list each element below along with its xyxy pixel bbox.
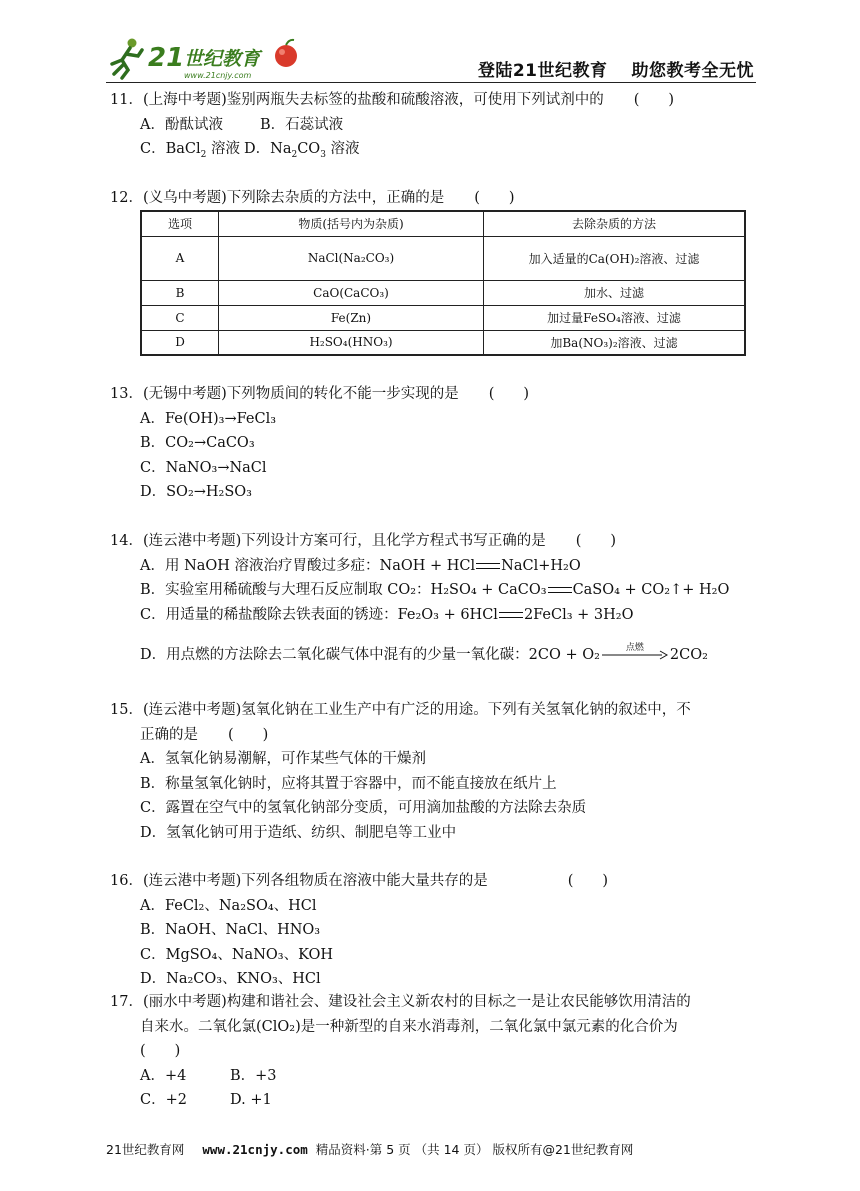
table-row: [141, 305, 745, 330]
row-substance: NaCl(Na₂CO₃): [219, 236, 484, 280]
q13-option-d: D．SO₂→H₂SO₃: [140, 484, 252, 500]
q11-answer-blank: ( ): [633, 92, 675, 108]
row-method: 加水、过滤: [484, 280, 746, 305]
page-footer: [106, 1140, 756, 1158]
question-17: [110, 990, 762, 1113]
q13-option-a: A．Fe(OH)₃→FeCl₃: [140, 410, 277, 427]
row-option: B: [141, 280, 219, 305]
equals-sign-icon: [548, 587, 572, 593]
q13-option-c: C．NaNO₃→NaCl: [140, 459, 267, 476]
q16-option-d: D．Na₂CO₃、KNO₃、HCl: [140, 971, 321, 987]
reaction-arrow-icon: 点燃: [602, 649, 668, 661]
q15-option-b: B．称量氢氧化钠时，应将其置于容器中，而不能直接放在纸片上: [140, 775, 557, 792]
q16-option-a: A．FeCl₂、Na₂SO₄、HCl: [140, 897, 317, 914]
row-method: 加入适量的Ca(OH)₂溶液、过滤: [484, 236, 746, 280]
q11-option-d: D．$Na_2CO_3$ 溶液: [244, 141, 360, 160]
footer-url-link[interactable]: www.21cnjy.com: [202, 1142, 308, 1157]
site-logo[interactable]: [106, 34, 316, 82]
equals-sign-icon: [476, 563, 500, 569]
svg-text:21: 21: [148, 43, 185, 73]
page-header: [106, 34, 756, 82]
row-substance: H₂SO₄(HNO₃): [219, 330, 484, 355]
q13-option-b: B．CO₂→CaCO₃: [140, 435, 255, 451]
q17-stem-line2: 自来水。二氧化氯(ClO₂)是一种新型的自来水消毒剂，二氧化氯中氯元素的化合价为: [140, 1018, 678, 1035]
runner-icon: [112, 39, 142, 79]
q11-option-c: C．BaCl$_2$ 溶液: [140, 141, 240, 160]
q14-option-c: C．用适量的稀盐酸除去铁表面的锈迹：Fe₂O₃ + 6HCl 2FeCl₃ + 3H₂O: [140, 606, 634, 623]
table-header-row: [141, 211, 745, 236]
th-substance: 物质(括号内为杂质): [219, 211, 484, 236]
question-12: [110, 186, 762, 211]
q11-option-a: A．酚酞试液: [140, 116, 223, 133]
slogan-help: 助您教考全无忧: [631, 61, 754, 81]
question-16: [110, 869, 762, 992]
q15-stem-line2: 正确的是: [140, 726, 198, 743]
row-method: 加Ba(NO₃)₂溶液、过滤: [484, 330, 746, 355]
th-option: 选项: [141, 211, 219, 236]
row-substance: Fe(Zn): [219, 305, 484, 330]
q15-option-c: C．露置在空气中的氢氧化钠部分变质，可用滴加盐酸的方法除去杂质: [140, 800, 587, 816]
q15-stem-line1: 15．(连云港中考题)氢氧化钠在工业生产中有广泛的用途。下列有关氢氧化钠的叙述中，不: [110, 702, 691, 718]
q17-stem-line1: 17．(丽水中考题)构建和谐社会、建设社会主义新农村的目标之一是让农民能够饮用清洁的: [110, 994, 691, 1010]
q11-stem: 11．(上海中考题)鉴别两瓶失去标签的盐酸和硫酸溶液，可使用下列试剂中的: [110, 92, 604, 108]
q13-answer-blank: ( ): [488, 386, 530, 402]
equals-sign-icon: [499, 612, 523, 618]
q14-option-d: D．用点燃的方法除去二氧化碳气体中混有的少量一氧化碳：2CO + O₂ 点燃 2CO₂: [140, 643, 708, 663]
q14-option-a: A．用 NaOH 溶液治疗胃酸过多症：NaOH + HCl NaCl+H₂O: [140, 557, 581, 574]
footer-page-info: 精品资料·第 5 页 （共 14 页） 版权所有@21世纪教育网: [315, 1142, 634, 1157]
footer-site-name: 21世纪教育网: [106, 1142, 185, 1157]
table-row: [141, 330, 745, 355]
question-14: [110, 529, 762, 668]
q11-options-cd: [110, 137, 762, 167]
q14-stem: 14．(连云港中考题)下列设计方案可行，且化学方程式书写正确的是: [110, 533, 546, 549]
q14-option-b: B．实验室用稀硫酸与大理石反应制取 CO₂：H₂SO₄ + CaCO₃ CaSO₄ + CO₂↑+ H₂O: [140, 582, 730, 598]
q16-option-c: C．MgSO₄、NaNO₃、KOH: [140, 946, 334, 963]
q17-option-a: A．+4: [140, 1067, 187, 1084]
q17-option-c: C．+2: [140, 1092, 187, 1108]
svg-text:世纪教育: 世纪教育: [184, 48, 261, 70]
q15-answer-blank: ( ): [228, 726, 269, 743]
row-substance: CaO(CaCO₃): [219, 280, 484, 305]
th-method: 去除杂质的方法: [484, 211, 746, 236]
header-divider: [106, 82, 756, 83]
row-option: C: [141, 305, 219, 330]
q14-answer-blank: ( ): [575, 533, 617, 549]
question-11: [110, 88, 762, 167]
q16-stem: 16．(连云港中考题)下列各组物质在溶液中能大量共存的是: [110, 873, 488, 889]
q12-answer-blank: ( ): [474, 190, 515, 206]
q15-option-a: A．氢氧化钠易潮解，可作某些气体的干燥剂: [140, 751, 426, 767]
svg-text:www.21cnjy.com: www.21cnjy.com: [184, 71, 252, 80]
question-15: [110, 698, 762, 845]
q17-option-d: D. +1: [230, 1092, 272, 1108]
row-option: A: [141, 236, 219, 280]
q12-impurity-table: [140, 210, 746, 356]
header-slogan: [478, 56, 754, 81]
q17-option-b: B．+3: [230, 1067, 277, 1084]
q11-option-b: B．石蕊试液: [260, 116, 344, 133]
q15-option-d: D．氢氧化钠可用于造纸、纺织、制肥皂等工业中: [140, 824, 457, 841]
row-method: 加过量FeSO₄溶液、过滤: [484, 305, 746, 330]
q13-stem: 13．(无锡中考题)下列物质间的转化不能一步实现的是: [110, 386, 459, 402]
row-option: D: [141, 330, 219, 355]
table-row: [141, 280, 745, 305]
question-13: [110, 382, 762, 505]
q16-option-b: B．NaOH、NaCl、HNO₃: [140, 922, 321, 938]
q17-answer-blank: ( ): [140, 1043, 181, 1059]
slogan-login: 登陆21世纪教育: [477, 61, 608, 81]
q16-answer-blank: ( ): [567, 873, 609, 889]
table-row: [141, 236, 745, 280]
q12-stem: 12．(义乌中考题)下列除去杂质的方法中，正确的是: [110, 190, 445, 206]
